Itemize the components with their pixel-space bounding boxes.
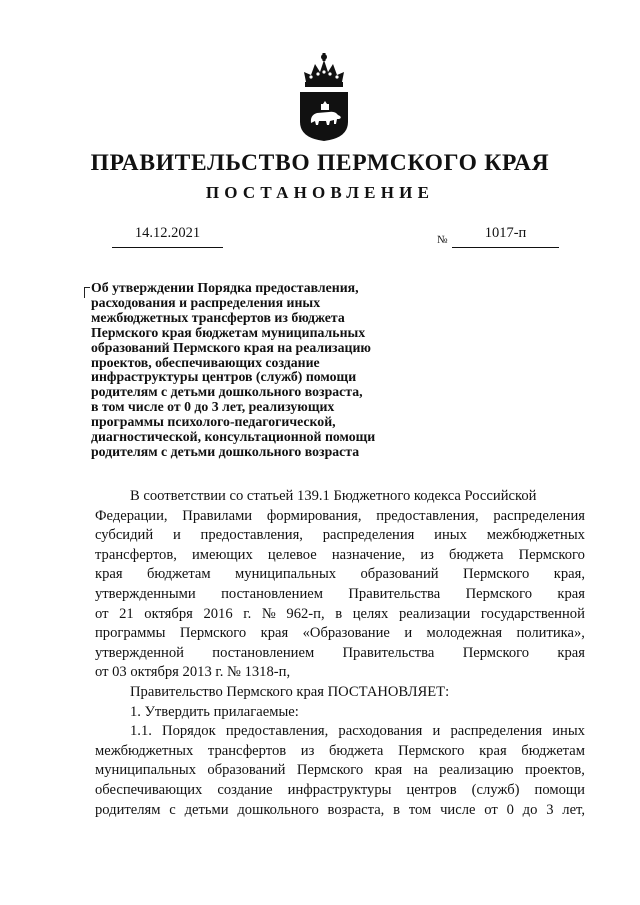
document-date-field [112, 225, 223, 248]
body-word: детьми [184, 801, 229, 818]
body-word: помощи [534, 781, 585, 798]
body-word: предоставления, [200, 527, 303, 544]
body-word: создание [217, 781, 273, 798]
paragraph-legal-basis [95, 507, 585, 664]
body-word: края, [553, 566, 585, 583]
body-word: муниципальных [235, 566, 337, 583]
title-line: родителям с детьми дошкольного возраста, [91, 384, 363, 400]
body-word: 1.1. [130, 723, 152, 740]
body-word: распределения [450, 723, 543, 740]
body-word: Правительства [348, 585, 441, 602]
body-paragraph-line [95, 526, 585, 546]
body-word: предоставления, [376, 507, 479, 524]
body-word: дошкольного [237, 801, 319, 818]
body-word: межбюджетных [486, 527, 585, 544]
body-paragraph-line [95, 761, 585, 781]
body-word: Пермского [518, 546, 585, 563]
body-word: 21 [119, 605, 134, 622]
body-word: и [172, 527, 181, 544]
body-word: № [261, 605, 276, 622]
body-word: распределения [493, 507, 585, 524]
body-word: до [522, 801, 538, 818]
body-word: программы [95, 625, 166, 642]
body-word: 962-п, [286, 605, 325, 622]
body-word: края [374, 762, 403, 779]
title-line: Об утверждении Порядка предоставления, [91, 280, 359, 295]
body-word: государственной [480, 605, 585, 622]
organization-title: ПРАВИТЕЛЬСТВО ПЕРМСКОГО КРАЯ [90, 150, 550, 176]
body-word: реализацию [439, 762, 514, 779]
body-word: и [432, 723, 441, 740]
body-word: края [95, 566, 123, 583]
title-line: программы психолого-педагогической, [91, 414, 336, 430]
body-word: на [413, 762, 428, 779]
body-word: расходования [338, 723, 423, 740]
body-word: октября [144, 605, 193, 622]
body-word: молодежная [426, 625, 503, 642]
body-word: бюджетам [146, 566, 211, 583]
body-word: Правительства [342, 644, 435, 661]
body-word: Пермского [462, 644, 530, 661]
document-number-field [452, 225, 559, 248]
resolution-statement: Правительство Пермского края ПОСТАНОВЛЯЕТ: [130, 683, 450, 700]
body-word: центров [406, 781, 457, 798]
body-word: образований [207, 762, 286, 779]
body-word: утвержденными [95, 585, 196, 602]
body-word: том [408, 801, 432, 818]
title-line: в том числе от 0 до 3 лет, реализующих [91, 399, 335, 415]
body-paragraph-line [95, 742, 585, 762]
body-word: инфраструктуры [287, 781, 392, 798]
body-word: края [557, 644, 585, 661]
body-word: в [335, 605, 343, 622]
body-word: иных [552, 723, 585, 740]
perm-krai-coat-of-arms-icon [297, 52, 351, 142]
body-word: предоставления, [225, 723, 329, 740]
document-date: 14.12.2021 [134, 225, 201, 241]
body-word: назначение, [331, 546, 406, 563]
body-word: Пермского [465, 585, 532, 602]
body-word: края [557, 585, 585, 602]
document-type: ПОСТАНОВЛЕНИЕ [205, 183, 435, 202]
body-paragraph-line [95, 565, 585, 585]
body-text: от 03 октября 2013 г. № 1318-п, [95, 664, 291, 681]
body-word: Пермского [296, 762, 364, 779]
clause-1-1-first-line [95, 722, 585, 742]
body-word: целевое [267, 546, 317, 563]
body-word: обеспечивающих [95, 781, 203, 798]
title-line: диагностической, консультационной помощи [91, 429, 376, 445]
body-paragraph-line [95, 624, 585, 644]
body-word: г. [243, 605, 252, 622]
body-word: утвержденной [95, 644, 184, 661]
title-line: образований Пермского края на реализацию [91, 339, 371, 355]
title-line: межбюджетных трансфертов из бюджета [91, 309, 345, 325]
clause-1-1 [95, 742, 585, 820]
body-word: и [404, 625, 413, 642]
body-word: бюджета [449, 546, 504, 563]
body-word: политика», [516, 625, 585, 642]
body-word: постановлением [212, 644, 315, 661]
body-word: Пермского [179, 625, 247, 642]
body-word: реализации [398, 605, 471, 622]
body-word: края [479, 742, 507, 759]
number-sign: № [437, 234, 448, 246]
body-word: (служб) [471, 781, 520, 798]
body-word: лет, [562, 801, 585, 818]
body-word: Правилами [182, 507, 253, 524]
document-title [91, 281, 421, 460]
body-word: края [260, 625, 289, 642]
body-paragraph-line [95, 605, 585, 625]
body-word: субсидий [95, 527, 154, 544]
body-word: из [420, 546, 434, 563]
title-corner-mark [84, 287, 90, 298]
body-word: трансфертов, [95, 546, 177, 563]
body-word: формирования, [266, 507, 362, 524]
body-word: образований [360, 566, 439, 583]
title-line: расходования и распределения иных [91, 294, 321, 310]
body-paragraph-line: В соответствии со статьей 139.1 Бюджетного кодекса Российской [130, 488, 537, 504]
body-word: иных [434, 527, 467, 544]
body-paragraph-line [95, 801, 585, 821]
document-body [95, 487, 585, 820]
body-word: Федерации, [95, 507, 168, 524]
body-word: 0 [506, 801, 514, 818]
title-line: родителям с детьми дошкольного возраста [91, 443, 360, 459]
body-word: проектов, [524, 762, 585, 779]
title-line: инфраструктуры центров (служб) помощи [91, 369, 357, 385]
body-word: распределения [322, 527, 415, 544]
body-word: возраста, [327, 801, 385, 818]
body-word: с [169, 801, 176, 818]
body-word: от [95, 605, 109, 622]
body-word: постановлением [221, 585, 323, 602]
title-line: Пермского края бюджетам муниципальных [91, 324, 366, 340]
body-word: Пермского [398, 742, 465, 759]
title-line: проектов, обеспечивающих создание [91, 354, 320, 370]
body-paragraph-line [95, 546, 585, 566]
body-word: из [300, 742, 315, 759]
body-word: от [484, 801, 498, 818]
body-word: бюджетам [521, 742, 585, 759]
approval-clause: 1. Утвердить прилагаемые: [130, 703, 299, 720]
body-word: Порядок [162, 723, 216, 740]
body-word: бюджета [329, 742, 384, 759]
body-word: межбюджетных [95, 742, 194, 759]
body-word: 2016 [203, 605, 233, 622]
body-paragraph-line [95, 781, 585, 801]
document-number: 1017-п [484, 225, 527, 241]
body-paragraph-line [95, 644, 585, 664]
body-word: числе [440, 801, 476, 818]
body-word: трансфертов [207, 742, 287, 759]
body-word: муниципальных [95, 762, 197, 779]
body-word: имеющих [192, 546, 253, 563]
body-paragraph-line [95, 663, 585, 683]
body-word: 3 [546, 801, 554, 818]
body-paragraph-line [95, 507, 585, 527]
body-word: «Образование [302, 625, 390, 642]
body-paragraph-line [95, 585, 585, 605]
body-word: целях [352, 605, 389, 622]
body-word: в [393, 801, 401, 818]
body-word: родителям [95, 801, 161, 818]
body-word: Пермского [462, 566, 530, 583]
